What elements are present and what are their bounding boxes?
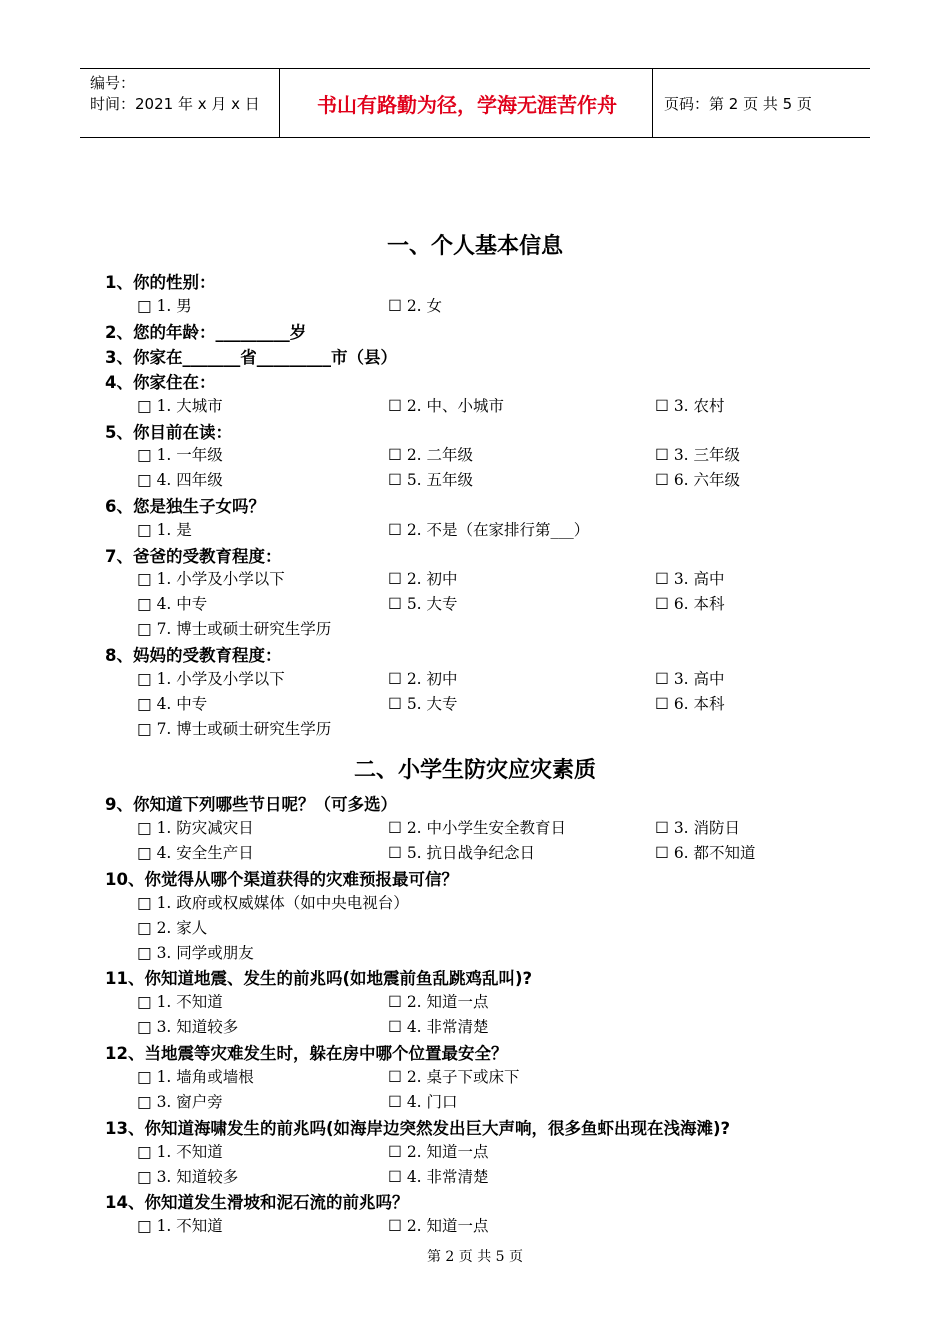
option-checkbox[interactable]: ☐ 2. 女	[388, 297, 443, 315]
option-checkbox[interactable]: □ 1. 政府或权威媒体（如中央电视台）	[137, 894, 409, 912]
option-checkbox[interactable]: ☐ 2. 知道一点	[388, 993, 489, 1011]
option-checkbox[interactable]: ☐ 5. 大专	[388, 595, 458, 613]
option-checkbox[interactable]: ☐ 4. 非常清楚	[388, 1018, 489, 1036]
option-checkbox[interactable]: ☐ 3. 高中	[655, 670, 725, 688]
question-title: 3、你家在_______省_________市（县）	[105, 348, 397, 367]
option-checkbox[interactable]: ☐ 3. 高中	[655, 570, 725, 588]
option-checkbox[interactable]: □ 3. 知道较多	[137, 1168, 239, 1186]
option-checkbox[interactable]: ☐ 2. 知道一点	[388, 1217, 489, 1235]
option-checkbox[interactable]: □ 4. 安全生产日	[137, 844, 254, 862]
option-checkbox[interactable]: □ 1. 防灾减灾日	[137, 819, 254, 837]
section-title: 二、小学生防灾应灾素质	[353, 758, 596, 783]
option-checkbox[interactable]: □ 1. 不知道	[137, 993, 223, 1011]
question-title: 9、你知道下列哪些节日呢？（可多选）	[105, 795, 397, 814]
question-title: 2、您的年龄：_________岁	[105, 323, 307, 342]
option-checkbox[interactable]: ☐ 2. 初中	[388, 670, 458, 688]
page-footer: 第 2 页 共 5 页	[426, 1249, 524, 1265]
option-checkbox[interactable]: ☐ 6. 都不知道	[655, 844, 756, 862]
question-title: 6、您是独生子女吗？	[105, 497, 265, 516]
option-checkbox[interactable]: ☐ 6. 六年级	[655, 471, 741, 489]
option-checkbox[interactable]: □ 1. 小学及小学以下	[137, 570, 285, 588]
option-checkbox[interactable]: ☐ 5. 大专	[388, 695, 458, 713]
question-title: 8、妈妈的受教育程度：	[105, 646, 282, 665]
question-title: 7、爸爸的受教育程度：	[105, 547, 282, 566]
option-checkbox[interactable]: □ 1. 是	[137, 521, 192, 539]
option-checkbox[interactable]: □ 1. 不知道	[137, 1217, 223, 1235]
option-checkbox[interactable]: ☐ 2. 不是（在家排行第___）	[388, 521, 590, 539]
option-checkbox[interactable]: ☐ 6. 本科	[655, 595, 725, 613]
option-checkbox[interactable]: □ 4. 中专	[137, 595, 208, 613]
option-checkbox[interactable]: ☐ 2. 中、小城市	[388, 397, 505, 415]
question-title: 14、你知道发生滑坡和泥石流的前兆吗？	[105, 1193, 409, 1212]
time-label: 时间：2021 年 x 月 x 日	[90, 95, 260, 113]
option-checkbox[interactable]: □ 4. 中专	[137, 695, 208, 713]
option-checkbox[interactable]: □ 1. 小学及小学以下	[137, 670, 285, 688]
question-title: 11、你知道地震、发生的前兆吗(如地震前鱼乱跳鸡乱叫)?	[105, 969, 533, 988]
option-checkbox[interactable]: ☐ 2. 二年级	[388, 446, 474, 464]
option-checkbox[interactable]: ☐ 5. 抗日战争纪念日	[388, 844, 536, 862]
question-title: 10、你觉得从哪个渠道获得的灾难预报最可信？	[105, 870, 458, 889]
question-title: 1、你的性别：	[105, 273, 216, 292]
question-title: 4、你家住在：	[105, 373, 216, 392]
option-checkbox[interactable]: □ 1. 不知道	[137, 1143, 223, 1161]
option-checkbox[interactable]: □ 1. 男	[137, 297, 192, 315]
section-title: 一、个人基本信息	[386, 234, 563, 259]
question-title: 13、你知道海啸发生的前兆吗(如海岸边突然发出巨大声响，很多鱼虾出现在浅海滩)?	[105, 1119, 731, 1138]
option-checkbox[interactable]: □ 7. 博士或硕士研究生学历	[137, 620, 332, 638]
option-checkbox[interactable]: □ 3. 同学或朋友	[137, 944, 254, 962]
header-page-number: 页码：第 2 页 共 5 页	[664, 94, 812, 113]
option-checkbox[interactable]: □ 2. 家人	[137, 919, 208, 937]
option-checkbox[interactable]: □ 7. 博士或硕士研究生学历	[137, 720, 332, 738]
option-checkbox[interactable]: ☐ 3. 三年级	[655, 446, 741, 464]
option-checkbox[interactable]: ☐ 2. 中小学生安全教育日	[388, 819, 567, 837]
header-motto: 书山有路勤为径，学海无涯苦作舟	[282, 69, 653, 137]
option-checkbox[interactable]: ☐ 5. 五年级	[388, 471, 474, 489]
option-checkbox[interactable]: □ 4. 四年级	[137, 471, 223, 489]
option-checkbox[interactable]: □ 3. 窗户旁	[137, 1093, 223, 1111]
option-checkbox[interactable]: ☐ 3. 农村	[655, 397, 725, 415]
option-checkbox[interactable]: □ 3. 知道较多	[137, 1018, 239, 1036]
option-checkbox[interactable]: □ 1. 大城市	[137, 397, 223, 415]
option-checkbox[interactable]: ☐ 4. 非常清楚	[388, 1168, 489, 1186]
option-checkbox[interactable]: □ 1. 一年级	[137, 446, 223, 464]
question-title: 5、你目前在读：	[105, 423, 232, 442]
option-checkbox[interactable]: ☐ 4. 门口	[388, 1093, 458, 1111]
header-info	[80, 69, 280, 137]
option-checkbox[interactable]: ☐ 2. 知道一点	[388, 1143, 489, 1161]
option-checkbox[interactable]: ☐ 2. 桌子下或床下	[388, 1068, 520, 1086]
option-checkbox[interactable]: □ 1. 墙角或墙根	[137, 1068, 254, 1086]
option-checkbox[interactable]: ☐ 2. 初中	[388, 570, 458, 588]
option-checkbox[interactable]: ☐ 6. 本科	[655, 695, 725, 713]
question-title: 12、当地震等灾难发生时，躲在房中哪个位置最安全？	[105, 1044, 508, 1063]
option-checkbox[interactable]: ☐ 3. 消防日	[655, 819, 741, 837]
page-header	[80, 68, 870, 138]
number-label: 编号：	[90, 74, 136, 92]
